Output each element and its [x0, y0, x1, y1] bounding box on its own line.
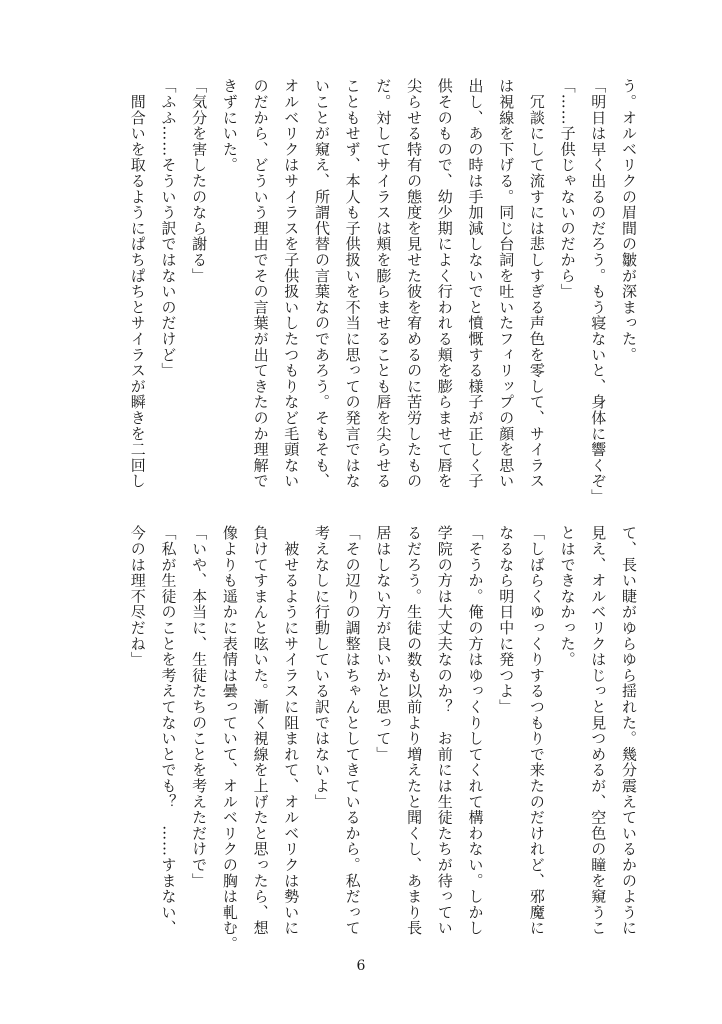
lower-text-block	[84, 525, 644, 952]
text-line: なるなら明日中に発つよ」	[497, 525, 516, 715]
text-line: オルベリクはサイラスを子供扱いしたつもりなど毛頭ない	[282, 78, 301, 489]
text-line: いことが窺え、所謂代替の言葉なのであろう。そもそも、	[312, 78, 331, 489]
text-line: 尖らせる特有の態度を見せた彼を宥めるのに苦労したもの	[405, 78, 424, 489]
text-line: 「いや、本当に、生徒たちのことを考えただけで」	[190, 525, 209, 889]
text-line: 「その辺りの調整はちゃんとしてきているから。私だって	[343, 525, 362, 936]
text-line: 間合いを取るようにぱちぱちとサイラスが瞬きを二回し	[128, 78, 147, 489]
text-line: 被せるようにサイラスに阻まれて、オルベリクは勢いに	[282, 525, 301, 936]
text-line: 像よりも遥かに表情は曇っていて、オルベリクの胸は軋む。	[220, 525, 239, 952]
text-line: 「そうか。俺の方はゆっくりしてくれて構わない。しかし	[466, 525, 485, 936]
text-line: 負けてすまんと呟いた。漸く視線を上げたと思ったら、想	[251, 525, 270, 936]
text-line: 「気分を害したのなら謝る」	[190, 78, 209, 284]
page-number: 6	[356, 958, 366, 974]
text-line: 「私が生徒のことを考えてないとでも？ ……すまない、	[159, 525, 178, 936]
text-line: のだから、どういう理由でその言葉が出てきたのか理解で	[251, 78, 270, 489]
text-line: 「明日は早く出るのだろう。もう寝ないと、身体に響くぞ」	[589, 78, 608, 505]
text-line: て、長い睫がゆらゆら揺れた。幾分震えているかのように	[620, 525, 638, 936]
text-line: 供そのもので、幼少期によく行われる頬を膨らませて唇を	[435, 78, 454, 489]
text-line: 見え、オルベリクはじっと見つめるが、空色の瞳を窺うこ	[589, 525, 608, 936]
text-line: 「……子供じゃないのだから」	[558, 78, 577, 300]
text-line: きずにいた。	[220, 78, 239, 173]
text-line: 居はしない方が良いかと思って」	[374, 525, 393, 762]
text-line: 出し、あの時は手加減しないでと憤慨する様子が正しく子	[466, 78, 485, 489]
text-line: こともせず、本人も子供扱いを不当に思っての発言ではな	[343, 78, 362, 489]
text-line: 考えなしに行動している訳ではないよ」	[312, 525, 331, 810]
text-line: 今のは理不尽だね」	[128, 525, 147, 668]
text-line: 冗談にして流すには悲しすぎる声色を零して、サイラス	[527, 78, 546, 489]
text-line: 学院の方は大丈夫なのか？ お前には生徒たちが待ってい	[435, 525, 454, 936]
text-line: 「しばらくゆっくりするつもりで来たのだけれど、邪魔に	[527, 525, 546, 936]
text-line: は視線を下げる。同じ台詞を吐いたフィリップの顔を思い	[497, 78, 516, 489]
text-line: だ。対してサイラスは頬を膨らませることも唇を尖らせる	[374, 78, 393, 489]
text-line: 「ふふ……そういう訳ではないのだけど」	[159, 78, 178, 379]
upper-text-block	[84, 78, 644, 505]
text-line: う。オルベリクの眉間の皺が深まった。	[620, 78, 638, 363]
text-line: るだろう。生徒の数も以前より増えたと聞くし、あまり長	[405, 525, 424, 936]
text-line: とはできなかった。	[558, 525, 577, 668]
